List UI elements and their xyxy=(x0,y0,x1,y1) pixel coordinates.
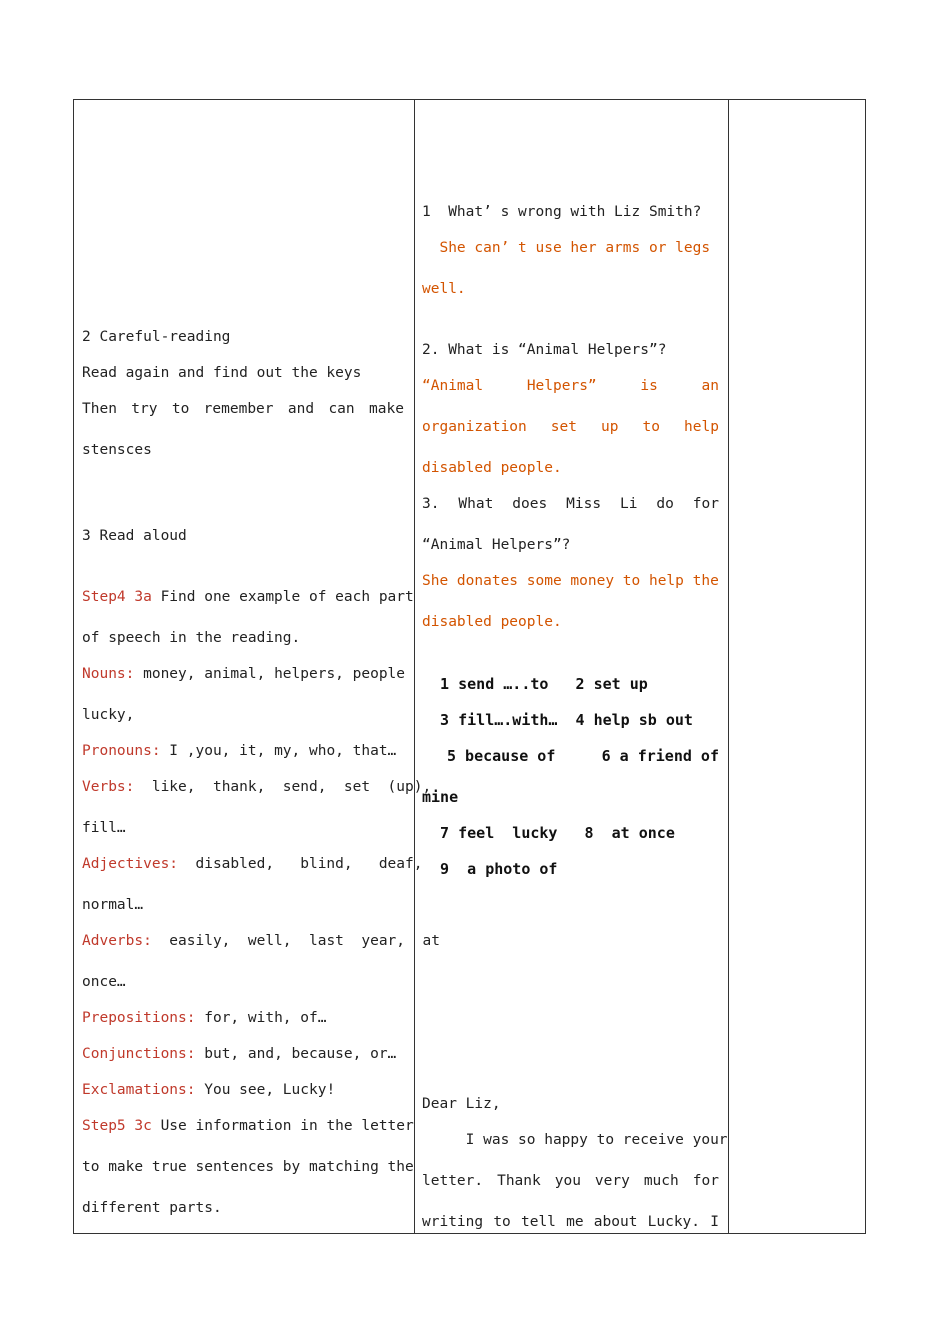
adjectives-line2: normal… xyxy=(82,897,144,913)
adverbs-text: easily, well, last year, at xyxy=(151,933,440,949)
adverbs-label: Adverbs: xyxy=(82,933,152,949)
pronouns-label: Pronouns: xyxy=(82,743,161,759)
letter-line-1: I was so happy to receive your xyxy=(422,1132,728,1148)
word: up xyxy=(601,419,619,435)
word: much xyxy=(643,1173,679,1189)
read-aloud-title: 3 Read aloud xyxy=(82,528,187,544)
verbs-label: Verbs: xyxy=(82,779,135,795)
word: try xyxy=(131,401,158,417)
phrase-line-3b: mine xyxy=(422,788,459,806)
phrase-line-3 xyxy=(447,747,719,765)
question-2: 2. What is “Animal Helpers”? xyxy=(422,342,667,358)
step4-line xyxy=(82,588,414,606)
word: writing xyxy=(422,1214,484,1230)
answer-2-line2 xyxy=(422,418,719,436)
step5-label: Step5 3c xyxy=(82,1118,152,1134)
word: I xyxy=(710,1214,719,1230)
word: can xyxy=(328,401,355,417)
step4-text: Find one example of each part xyxy=(151,589,414,605)
step5-line3: different parts. xyxy=(82,1200,222,1216)
answer-2-line1 xyxy=(422,377,719,395)
adverbs-line xyxy=(82,932,440,950)
word: Helpers” xyxy=(526,378,597,394)
word: remember xyxy=(203,401,274,417)
step4-line2: of speech in the reading. xyxy=(82,630,301,646)
word: does xyxy=(512,496,548,512)
adjectives-text: disabled, blind, deaf, xyxy=(178,856,423,872)
prepositions-label: Prepositions: xyxy=(82,1010,196,1026)
nouns-line xyxy=(82,665,405,683)
phrase-line-2: 3 fill….with… 4 help sb out xyxy=(422,711,693,729)
exclamations-label: Exclamations: xyxy=(82,1082,196,1098)
step5-line2: to make true sentences by matching the xyxy=(82,1159,414,1175)
word: make xyxy=(369,401,404,417)
adverbs-line2: once… xyxy=(82,974,126,990)
letter-greeting: Dear Liz, xyxy=(422,1096,501,1112)
verbs-line2: fill… xyxy=(82,820,126,836)
word: tell xyxy=(520,1214,556,1230)
prepositions-text: for, with, of… xyxy=(195,1010,327,1026)
pronouns-text: I ,you, it, my, who, that… xyxy=(160,743,397,759)
question-1: 1 What’ s wrong with Liz Smith? xyxy=(422,204,702,220)
word: organization xyxy=(422,419,527,435)
careful-reading-line2 xyxy=(82,400,404,418)
answer-2-line3: disabled people. xyxy=(422,460,562,476)
step5-text: Use information in the letter xyxy=(151,1118,414,1134)
letter-line-2 xyxy=(422,1172,719,1190)
word: very xyxy=(594,1173,630,1189)
adjectives-line xyxy=(82,855,422,873)
word: for xyxy=(692,496,719,512)
phrase-line-5: 9 a photo of xyxy=(422,860,558,878)
word: Lucky. xyxy=(647,1214,701,1230)
word: and xyxy=(287,401,315,417)
word: do xyxy=(656,496,674,512)
answer-3-line2: disabled people. xyxy=(422,614,562,630)
word: about xyxy=(593,1214,638,1230)
word: is xyxy=(640,378,658,394)
phrase: 6 a friend of xyxy=(601,747,719,765)
phrase-line-1: 1 send …..to 2 set up xyxy=(422,675,648,693)
verbs-line xyxy=(82,778,431,796)
adjectives-label: Adjectives: xyxy=(82,856,179,872)
word: Then xyxy=(82,401,117,417)
word: you xyxy=(554,1173,581,1189)
phrase: 5 because of xyxy=(447,747,556,765)
nouns-label: Nouns: xyxy=(82,666,135,682)
exclamations-line xyxy=(82,1081,335,1099)
answer-1-line1: She can’ t use her arms or legs xyxy=(422,240,711,256)
word: What xyxy=(458,496,494,512)
pronouns-line xyxy=(82,742,396,760)
word: to xyxy=(493,1214,511,1230)
word: for xyxy=(692,1173,719,1189)
careful-reading-line1: Read again and find out the keys xyxy=(82,365,362,381)
conjunctions-label: Conjunctions: xyxy=(82,1046,196,1062)
careful-reading-title: 2 Careful-reading xyxy=(82,329,231,345)
word: Thank xyxy=(497,1173,541,1189)
word: an xyxy=(701,378,719,394)
question-3-line2: “Animal Helpers”? xyxy=(422,537,571,553)
nouns-text: money, animal, helpers, people xyxy=(134,666,406,682)
conjunctions-text: but, and, because, or… xyxy=(195,1046,397,1062)
word: to xyxy=(642,419,660,435)
word: letter. xyxy=(422,1173,484,1189)
step4-label: Step4 3a xyxy=(82,589,152,605)
question-3-line1 xyxy=(422,495,719,513)
word: set xyxy=(550,419,577,435)
conjunctions-line xyxy=(82,1045,396,1063)
word: 3. xyxy=(422,496,440,512)
verbs-text: like, thank, send, set (up), xyxy=(134,779,432,795)
word: Miss xyxy=(566,496,602,512)
word: “Animal xyxy=(422,378,484,394)
answer-3-line1: She donates some money to help the xyxy=(422,573,719,589)
word: Li xyxy=(619,496,638,512)
nouns-line2: lucky, xyxy=(82,707,135,723)
exclamations-text: You see, Lucky! xyxy=(195,1082,336,1098)
step5-line xyxy=(82,1117,414,1135)
word: to xyxy=(171,401,190,417)
answer-1-line2: well. xyxy=(422,281,466,297)
column-divider-2 xyxy=(728,100,729,1233)
phrase-line-4: 7 feel lucky 8 at once xyxy=(422,824,675,842)
column-divider-1 xyxy=(414,100,415,1233)
careful-reading-line3: stensces xyxy=(82,442,152,458)
word: me xyxy=(566,1214,584,1230)
word: help xyxy=(684,419,719,435)
prepositions-line xyxy=(82,1009,326,1027)
letter-line-3 xyxy=(422,1213,719,1231)
